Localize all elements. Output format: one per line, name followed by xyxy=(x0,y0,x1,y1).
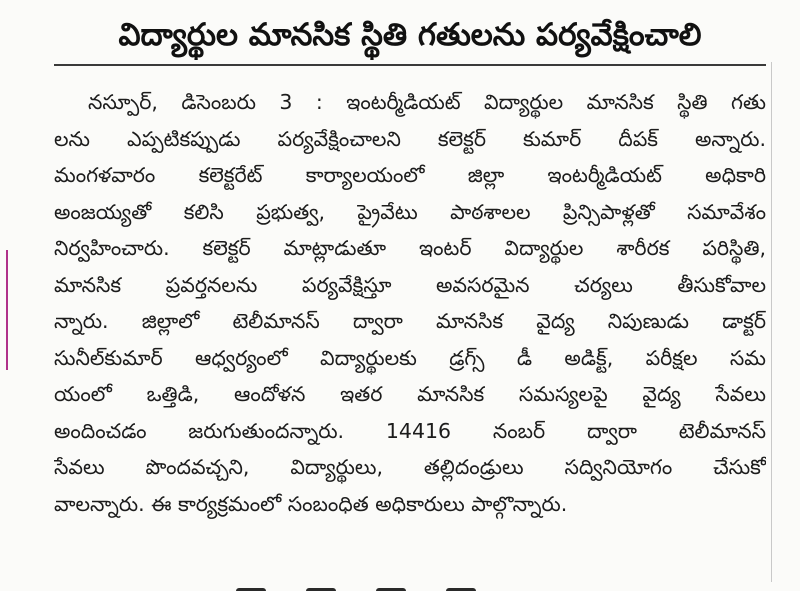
column-divider xyxy=(771,62,772,582)
article-line: వాలన్నారు. ఈ కార్యక్రమంలో సంబంధిత అధికారులు పాల్గొన్నారు. xyxy=(54,491,568,516)
next-article-cut-text xyxy=(236,580,576,591)
article-line: మంగళవారం కలెక్టరేట్ కార్యాలయంలో జిల్లా ఇంటర్మీడియట్ అధికారి xyxy=(54,163,766,187)
article-line: నస్పూర్, డిసెంబరు 3 : ఇంటర్మీడియట్ విద్యార్థుల మానసిక స్థితి గతు xyxy=(88,90,766,114)
article-line: న్నారు. జిల్లాలో టెలీమానస్ ద్వారా మానసిక వైద్య నిపుణుడు డాక్టర్ xyxy=(54,309,766,333)
headline-rule xyxy=(54,64,766,66)
article-line: యంలో ఒత్తిడి, ఆందోళన ఇతర మానసిక సమస్యలపై వైద్య సేవలు xyxy=(54,382,766,406)
article-line: అందించడం జరుగుతుందన్నారు. 14416 నంబర్ ద్వారా టెలీమానస్ xyxy=(54,418,766,443)
article-body xyxy=(54,84,766,522)
article-headline: విద్యార్థుల మానసిక స్థితి గతులను పర్యవేక్షించాలి xyxy=(118,17,702,53)
article-line: సునీల్‌కుమార్ ఆధ్వర్యంలో విద్యార్థులకు డ్రగ్స్ డీ అడిక్ట్, పరీక్షల సమ xyxy=(54,345,766,370)
adjacent-column-edge xyxy=(6,250,8,370)
article-line: లను ఎప్పటికప్పుడు పర్యవేక్షించాలని కలెక్టర్ కుమార్ దీపక్ అన్నారు. xyxy=(54,126,766,151)
article-line: సేవలు పొందవచ్చని, విద్యార్థులు, తల్లిదండ్రులు సద్వినియోగం చేసుకో xyxy=(54,455,766,479)
article-line: నిర్వహించారు. కలెక్టర్ మాట్లాడుతూ ఇంటర్ విద్యార్థుల శారీరక పరిస్థితి, xyxy=(54,236,766,260)
article-line: అంజయ్యతో కలిసి ప్రభుత్వ, ప్రైవేటు పాఠశాలల ప్రిన్సిపాళ్లతో సమావేశం xyxy=(54,199,766,224)
article-line: మానసిక ప్రవర్తనలను పర్యవేక్షిస్తూ అవసరమైన చర్యలు తీసుకోవాల xyxy=(54,272,766,297)
